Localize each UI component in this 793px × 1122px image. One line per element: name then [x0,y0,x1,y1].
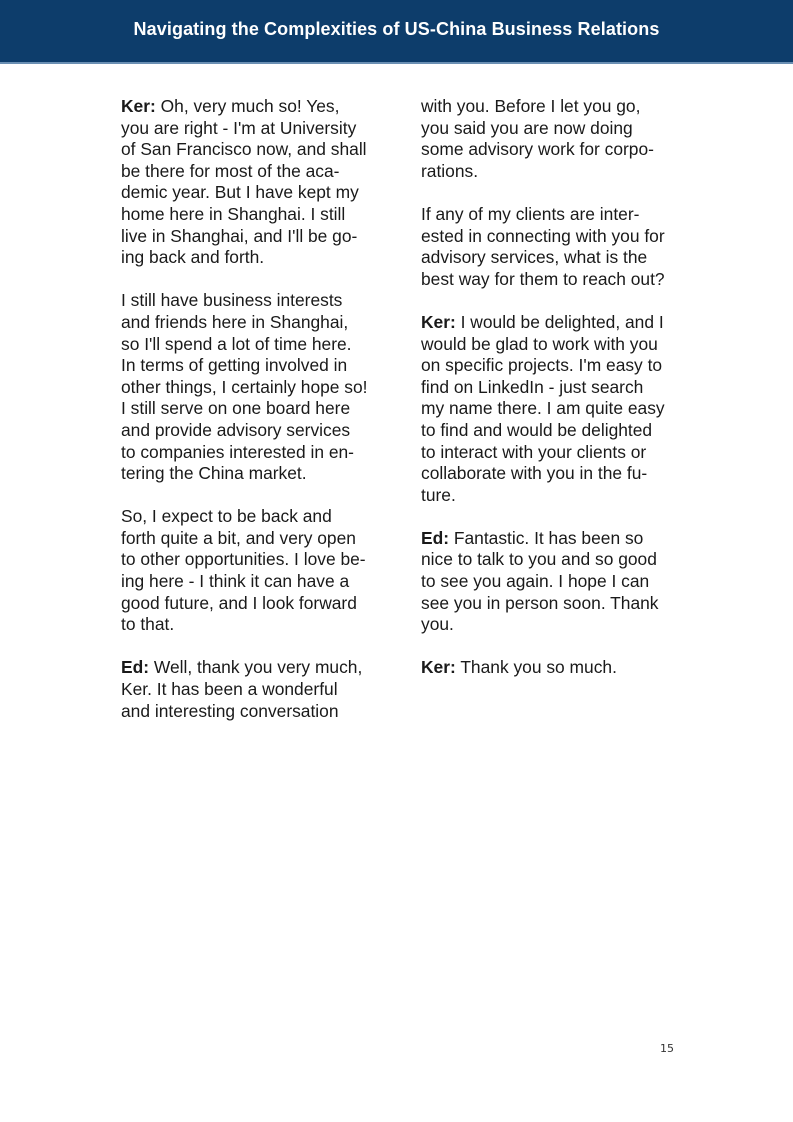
text-line [421,442,696,464]
page-title: Navigating the Complexities of US-China Business Relations [133,19,660,39]
line-text: I still have business interests [121,290,343,311]
line-text: and interesting conversation [121,700,339,721]
speaker-label: Ed: [421,527,450,548]
line-text: and provide advisory services [121,419,351,440]
text-line [121,463,396,485]
line-text: you are right - I'm at University [121,117,357,138]
line-text: ing here - I think it can have a [121,571,350,592]
right-column [421,96,696,701]
text-line [421,355,696,377]
text-line [121,679,396,701]
line-text: on specific projects. I'm easy to [421,355,663,376]
line-text: Fantastic. It has been so [449,527,644,548]
text-line [421,247,696,269]
line-text: So, I expect to be back and [121,506,332,527]
line-text: with you. Before I let you go, [421,96,641,116]
line-text: forth quite a bit, and very open [121,527,356,548]
line-text: find on LinkedIn - just search [421,376,644,397]
text-line [121,701,396,723]
text-line [421,161,696,183]
paragraph [121,96,396,269]
text-line [421,614,696,636]
text-line [121,118,396,140]
speaker-label: Ed: [121,657,150,678]
line-text: I would be delighted, and I [455,311,664,332]
text-line [421,657,696,679]
text-line [121,420,396,442]
text-line [121,355,396,377]
text-line [421,571,696,593]
text-line [121,549,396,571]
text-line [421,226,696,248]
text-line [121,204,396,226]
line-text: you. [421,614,454,635]
text-line [421,96,696,118]
text-line [121,657,396,679]
text-line [121,312,396,334]
line-text: other things, I certainly hope so! [121,376,368,397]
text-line [121,398,396,420]
line-text: to find and would be delighted [421,419,653,440]
text-line [121,290,396,312]
text-line [421,420,696,442]
line-text: so I'll spend a lot of time here. [121,333,352,354]
line-text: best way for them to reach out? [421,268,665,289]
text-line [421,528,696,550]
text-line [421,463,696,485]
line-text: you said you are now doing [421,117,633,138]
page-header [0,0,793,64]
text-line [421,593,696,615]
line-text: Well, thank you very much, [149,657,363,678]
text-line [121,571,396,593]
text-line [421,549,696,571]
paragraph [421,204,696,290]
text-line [121,377,396,399]
line-text: Oh, very much so! Yes, [155,96,340,116]
text-line [121,96,396,118]
line-text: ing back and forth. [121,247,265,268]
line-text: good future, and I look forward [121,592,357,613]
line-text: tering the China market. [121,463,307,484]
text-line [421,118,696,140]
line-text: I still serve on one board here [121,398,351,419]
line-text: to that. [121,614,175,635]
line-text: rations. [421,160,479,181]
text-line [121,528,396,550]
paragraph [121,290,396,484]
text-line [421,204,696,226]
text-line [421,377,696,399]
text-line [121,334,396,356]
line-text: ested in connecting with you for [421,225,665,246]
paragraph [421,657,696,679]
line-text: advisory services, what is the [421,247,648,268]
line-text: nice to talk to you and so good [421,549,657,570]
paragraph [421,312,696,506]
line-text: In terms of getting involved in [121,355,348,376]
line-text: to companies interested in en- [121,441,354,462]
line-text: to interact with your clients or [421,441,647,462]
paragraph [121,506,396,636]
left-column [121,96,396,744]
speaker-label: Ker: [421,657,456,678]
line-text: to other opportunities. I love be- [121,549,366,570]
text-line [121,182,396,204]
paragraph [421,96,696,182]
text-line [121,226,396,248]
line-text: be there for most of the aca- [121,160,340,181]
line-text: of San Francisco now, and shall [121,139,367,160]
line-text: and friends here in Shanghai, [121,311,349,332]
text-line [121,614,396,636]
line-text: collaborate with you in the fu- [421,463,648,484]
text-line [121,506,396,528]
text-line [121,247,396,269]
speaker-label: Ker: [121,96,156,116]
text-line [121,442,396,464]
line-text: home here in Shanghai. I still [121,203,346,224]
line-text: some advisory work for corpo- [421,139,654,160]
speaker-label: Ker: [421,311,456,332]
text-line [121,139,396,161]
line-text: my name there. I am quite easy [421,398,665,419]
text-line [421,485,696,507]
text-line [121,161,396,183]
text-line [121,593,396,615]
line-text: would be glad to work with you [421,333,658,354]
line-text: live in Shanghai, and I'll be go- [121,225,358,246]
text-line [421,398,696,420]
line-text: see you in person soon. Thank [421,592,659,613]
page-number: 15 [660,1042,674,1055]
text-line [421,334,696,356]
line-text: demic year. But I have kept my [121,182,359,203]
text-line [421,139,696,161]
line-text: Thank you so much. [455,657,617,678]
paragraph [121,657,396,722]
text-line [421,312,696,334]
line-text: ture. [421,484,456,505]
line-text: to see you again. I hope I can [421,571,650,592]
line-text: If any of my clients are inter- [421,203,640,224]
line-text: Ker. It has been a wonderful [121,679,338,700]
paragraph [421,528,696,636]
text-line [421,269,696,291]
